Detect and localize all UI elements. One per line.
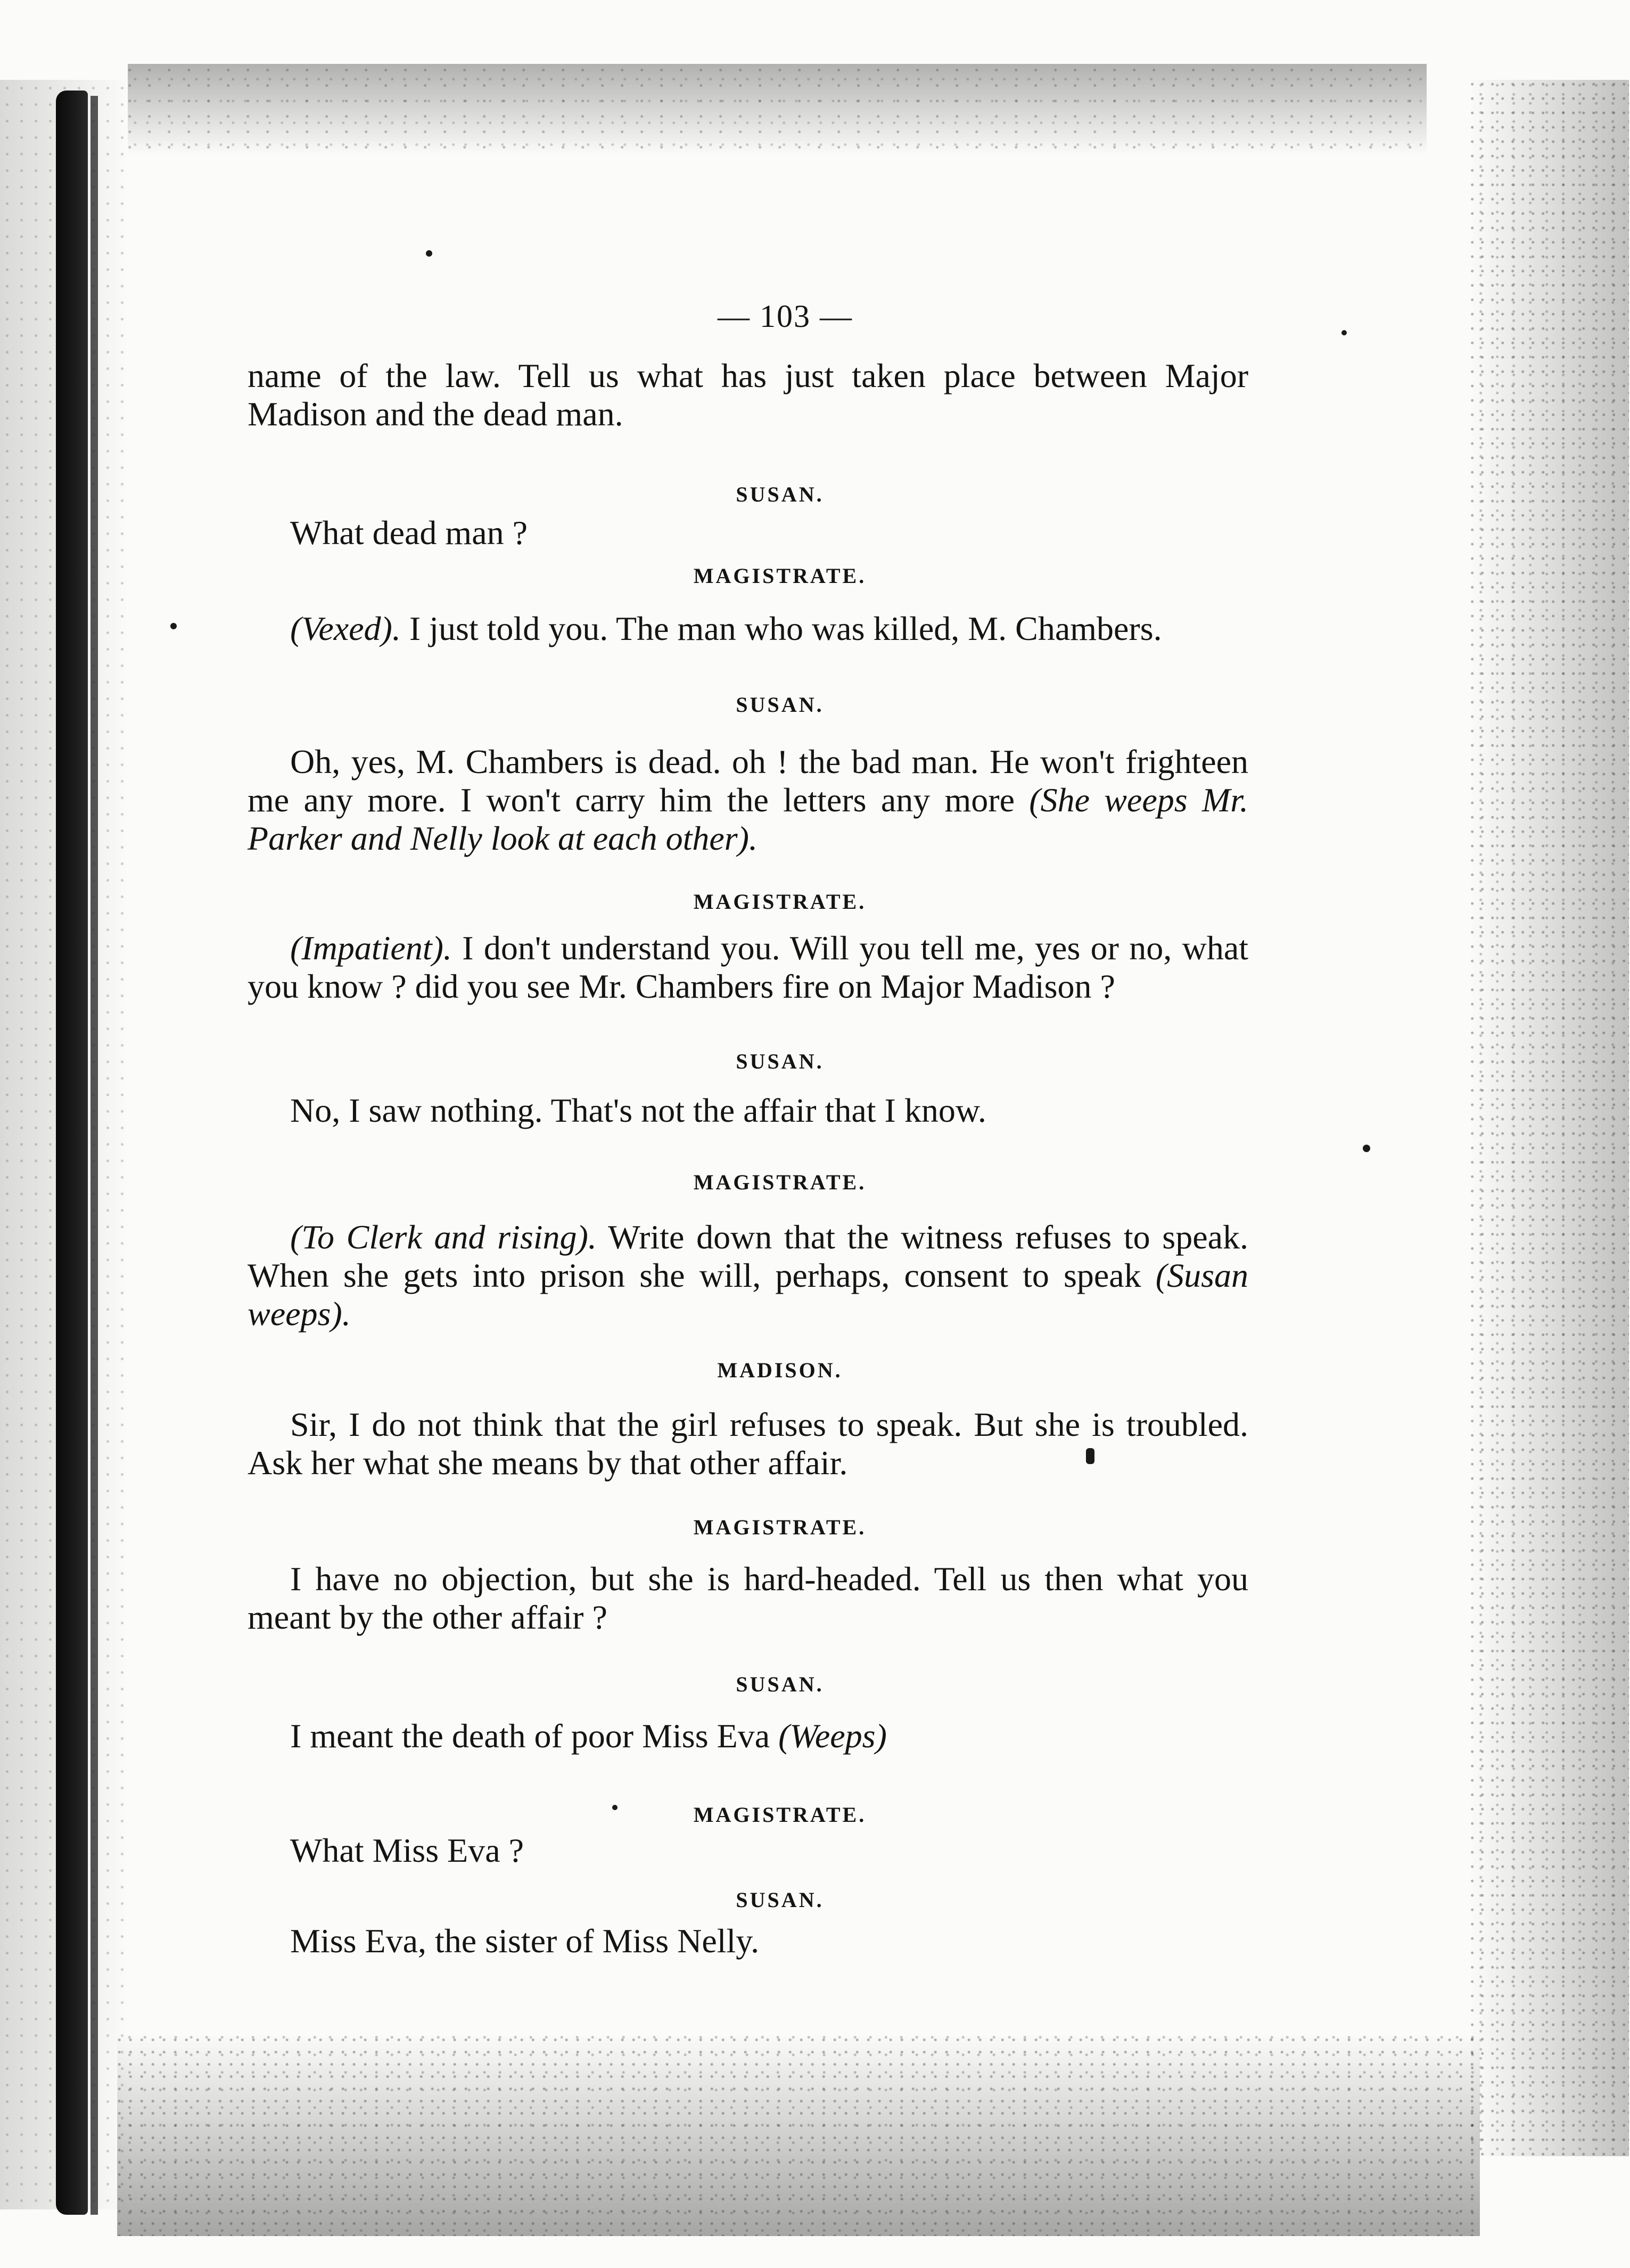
paragraph-9: I have no objection, but she is hard-headed. Tell us then what you meant by the other affair ? — [248, 1560, 1248, 1636]
ink-speck — [426, 250, 432, 257]
stage-direction: (She weeps Mr. Parker and Nelly look at each other). — [248, 781, 1249, 857]
ink-speck — [170, 623, 177, 629]
speaker-susan: SUSAN. — [736, 1888, 824, 1912]
paragraph-4-text: Oh, yes, M. Chambers is dead. oh ! the bad man. He won't frighteen me any more. I won't carry him the letters any more — [248, 743, 1248, 819]
speaker-magistrate: MAGISTRATE. — [693, 1170, 867, 1194]
speaker-madison: MADISON. — [717, 1358, 843, 1382]
speaker-susan: SUSAN. — [736, 482, 824, 506]
paragraph-7 — [248, 1218, 1248, 1333]
ink-speck — [1341, 330, 1347, 335]
paragraph-7-text: Write down that the witness refuses to speak. When she gets into prison she will, perhaps, consent to speak — [248, 1218, 1249, 1294]
stage-direction: (Vexed). — [290, 610, 401, 647]
paragraph-12: Miss Eva, the sister of Miss Nelly. — [290, 1922, 760, 1960]
stage-direction: (Weeps) — [778, 1717, 887, 1755]
paragraph-5 — [248, 929, 1248, 1006]
speaker-susan: SUSAN. — [736, 693, 824, 717]
paragraph-11: What Miss Eva ? — [290, 1831, 524, 1869]
scan-noise-right — [1469, 80, 1629, 2156]
paragraph-10-text: I meant the death of poor Miss Eva — [290, 1717, 779, 1755]
paragraph-5-text: I don't understand you. Will you tell me, yes or no, what you know ? did you see Mr. Chambers fire on Major Madison ? — [248, 929, 1248, 1005]
stage-direction: (Impatient). — [290, 929, 452, 967]
paragraph-8: Sir, I do not think that the girl refuses to speak. But she is troubled. Ask her what she means by that other affair. — [248, 1406, 1248, 1482]
paragraph-10 — [248, 1717, 1248, 1755]
ink-speck — [1363, 1145, 1370, 1152]
speaker-susan: SUSAN. — [736, 1672, 824, 1696]
paragraph-3-text: I just told you. The man who was killed, M. Chambers. — [400, 610, 1162, 647]
stage-direction: (To Clerk and rising). — [290, 1218, 597, 1256]
speaker-magistrate: MAGISTRATE. — [693, 564, 867, 588]
speaker-magistrate: MAGISTRATE. — [693, 1803, 867, 1827]
paragraph-3 — [248, 610, 1248, 648]
paragraph-6: No, I saw nothing. That's not the affair that I know. — [290, 1091, 986, 1129]
speaker-susan: SUSAN. — [736, 1049, 824, 1073]
speaker-magistrate: MAGISTRATE. — [693, 890, 867, 914]
paragraph-4 — [248, 743, 1248, 858]
book-spine-edge — [90, 96, 98, 2215]
scan-noise-bottom — [117, 2034, 1480, 2236]
paragraph-1: name of the law. Tell us what has just taken place between Major Madison and the dead man. — [248, 357, 1248, 433]
book-spine-shadow — [56, 91, 88, 2215]
speaker-magistrate: MAGISTRATE. — [693, 1515, 867, 1539]
page-number: — 103 — — [718, 299, 853, 334]
paragraph-2: What dead man ? — [290, 514, 528, 552]
stage-direction: (Susan weeps). — [248, 1256, 1248, 1333]
scan-noise-top — [128, 64, 1427, 154]
